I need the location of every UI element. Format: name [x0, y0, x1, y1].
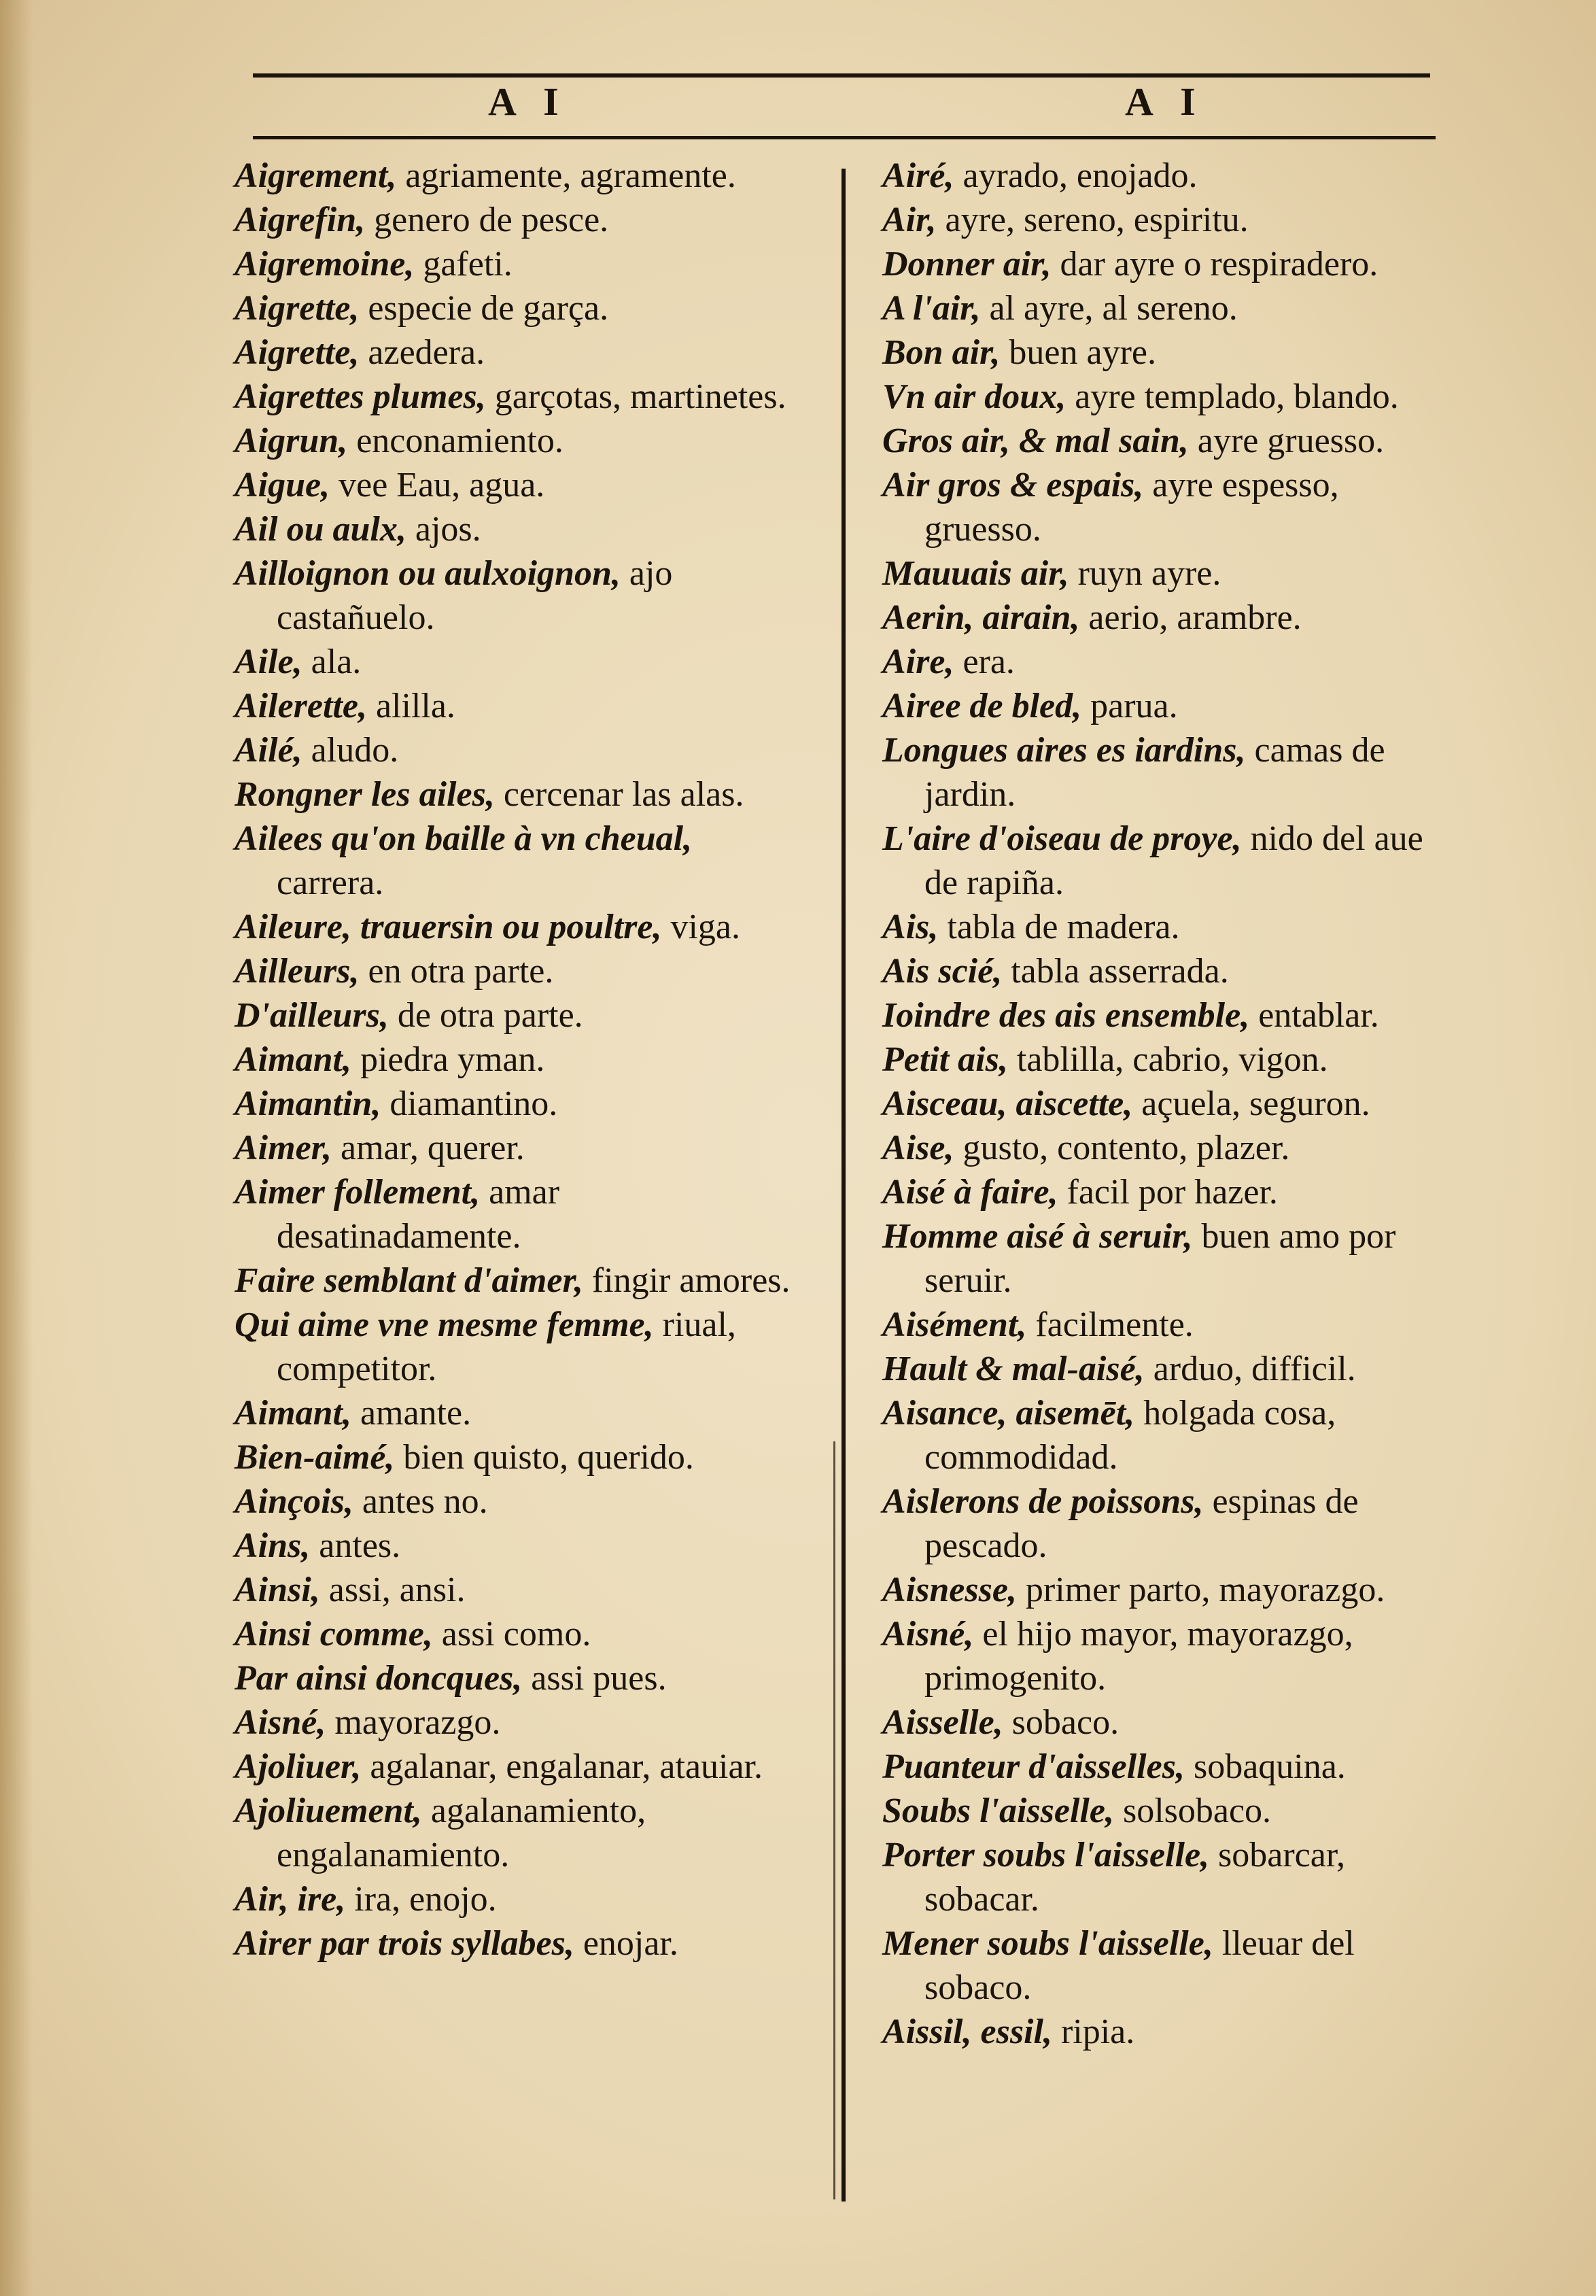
- entry-translation: tabla asserrada.: [1002, 952, 1229, 991]
- dictionary-entry: [235, 949, 805, 993]
- entry-translation: diamantino.: [381, 1084, 558, 1123]
- entry-headword: Par ainsi doncques,: [235, 1659, 523, 1698]
- dictionary-entry: [235, 1921, 805, 1966]
- entry-translation: carrera.: [277, 863, 384, 902]
- entry-translation: aerio, arambre.: [1079, 598, 1302, 637]
- entry-translation: el hijo mayor, mayorazgo, primogenito.: [924, 1615, 1353, 1698]
- entry-translation: enojar.: [574, 1924, 678, 1963]
- entry-headword: Aisément,: [882, 1305, 1027, 1344]
- entry-headword: Ajoliuer,: [235, 1747, 362, 1786]
- entry-headword: Air, ire,: [235, 1880, 346, 1919]
- entry-translation: buen amo por seruir.: [924, 1217, 1396, 1300]
- dictionary-entry: [235, 375, 805, 419]
- dictionary-entry: [235, 154, 805, 198]
- dictionary-entry: [235, 507, 805, 551]
- entry-headword: Aimant,: [235, 1394, 351, 1433]
- entry-headword: Aislerons de poissons,: [882, 1482, 1204, 1521]
- entry-translation: espinas de pescado.: [924, 1482, 1359, 1565]
- entry-translation: al ayre, al sereno.: [980, 289, 1238, 328]
- binding-shadow: [0, 0, 33, 2296]
- entry-headword: Ioindre des ais ensemble,: [882, 996, 1250, 1035]
- dictionary-entry: [235, 993, 805, 1038]
- entry-headword: Ainçois,: [235, 1482, 353, 1521]
- entry-headword: Ais scié,: [882, 952, 1003, 991]
- entry-translation: parua.: [1081, 687, 1178, 725]
- dictionary-entry: [882, 1700, 1453, 1745]
- entry-headword: Aigue,: [235, 466, 330, 504]
- entry-headword: Donner air,: [882, 245, 1052, 284]
- running-head-right: A I: [1125, 80, 1205, 124]
- entry-translation: dar ayre o respiradero.: [1051, 245, 1378, 284]
- dictionary-entry: [235, 242, 805, 286]
- entry-translation: agalanamiento, engalanamiento.: [277, 1792, 646, 1874]
- entry-headword: Aile,: [235, 642, 302, 681]
- entry-headword: Ail ou aulx,: [235, 510, 406, 549]
- entry-translation: açuela, seguron.: [1132, 1084, 1370, 1123]
- entry-headword: Ais,: [882, 908, 939, 946]
- entry-headword: D'ailleurs,: [235, 996, 389, 1035]
- dictionary-entry: [882, 1789, 1453, 1833]
- entry-translation: camas de jardin.: [924, 731, 1385, 814]
- entry-headword: Aimer,: [235, 1129, 332, 1167]
- dictionary-entry: [235, 1303, 805, 1391]
- entry-translation: vee Eau, agua.: [330, 466, 545, 504]
- entry-translation: holgada cosa, commodidad.: [924, 1394, 1336, 1477]
- entry-headword: Mener soubs l'aisselle,: [882, 1924, 1213, 1963]
- entry-headword: Qui aime vne mesme femme,: [235, 1305, 654, 1344]
- entry-headword: Ailees qu'on baille à vn cheual,: [235, 819, 693, 858]
- entry-headword: Porter soubs l'aisselle,: [882, 1836, 1210, 1874]
- entry-translation: primer parto, mayorazgo.: [1016, 1571, 1385, 1609]
- dictionary-entry: [235, 1038, 805, 1082]
- header-rule: [253, 136, 1436, 139]
- column-divider-secondary: [833, 1441, 835, 2199]
- entry-translation: tablilla, cabrio, vigon.: [1007, 1040, 1328, 1079]
- entry-headword: Aimer follement,: [235, 1173, 481, 1212]
- entry-headword: Airee de bled,: [882, 687, 1082, 725]
- dictionary-entry: [882, 1126, 1453, 1170]
- entry-translation: gafeti.: [414, 245, 513, 284]
- dictionary-entry: [882, 1038, 1453, 1082]
- dictionary-entry: [882, 949, 1453, 993]
- dictionary-entry: [235, 1877, 805, 1921]
- entry-translation: agriamente, agramente.: [396, 156, 736, 195]
- entry-translation: era.: [954, 642, 1015, 681]
- entry-headword: Aerin, airain,: [882, 598, 1080, 637]
- dictionary-entry: [882, 375, 1453, 419]
- dictionary-entry: [882, 1612, 1453, 1700]
- entry-headword: Aigrun,: [235, 422, 348, 460]
- dictionary-entry: [235, 330, 805, 375]
- dictionary-entry: [882, 1833, 1453, 1921]
- dictionary-entry: [235, 684, 805, 728]
- dictionary-entry: [882, 2010, 1453, 2054]
- entry-translation: antes no.: [353, 1482, 488, 1521]
- dictionary-entry: [235, 286, 805, 330]
- entry-translation: enconamiento.: [347, 422, 563, 460]
- entry-translation: sobarcar, sobacar.: [924, 1836, 1346, 1919]
- dictionary-entry: [882, 1568, 1453, 1612]
- entry-headword: Aimantin,: [235, 1084, 381, 1123]
- entry-headword: Aisceau, aiscette,: [882, 1084, 1133, 1123]
- dictionary-entry: [882, 1745, 1453, 1789]
- entry-translation: aludo.: [302, 731, 399, 770]
- entry-headword: Aimant,: [235, 1040, 351, 1079]
- entry-headword: Ailleurs,: [235, 952, 360, 991]
- entry-headword: Ailé,: [235, 731, 302, 770]
- entry-headword: Ainsi,: [235, 1571, 320, 1609]
- dictionary-entry: [882, 1479, 1453, 1568]
- entry-headword: Aigremoine,: [235, 245, 415, 284]
- entry-translation: ayre gruesso.: [1188, 422, 1385, 460]
- dictionary-entry: [235, 772, 805, 817]
- entry-translation: ajos.: [406, 510, 481, 549]
- entry-translation: en otra parte.: [359, 952, 554, 991]
- entry-headword: Ains,: [235, 1526, 311, 1565]
- dictionary-entry: [882, 198, 1453, 242]
- entry-translation: cercenar las alas.: [494, 775, 744, 814]
- dictionary-entry: [235, 1170, 805, 1258]
- dictionary-entry: [235, 640, 805, 684]
- dictionary-entry: [882, 1170, 1453, 1214]
- left-column: [235, 154, 805, 1966]
- dictionary-entry: [235, 1612, 805, 1656]
- dictionary-entry: [235, 1656, 805, 1700]
- entry-translation: buen ayre.: [1000, 333, 1156, 372]
- dictionary-entry: [235, 463, 805, 507]
- entry-headword: Ajoliuement,: [235, 1792, 422, 1830]
- dictionary-entry: [882, 551, 1453, 596]
- entry-translation: solsobaco.: [1113, 1792, 1272, 1830]
- dictionary-entry: [882, 640, 1453, 684]
- entry-translation: amar, querer.: [332, 1129, 525, 1167]
- dictionary-entry: [235, 1479, 805, 1524]
- dictionary-entry: [235, 1745, 805, 1789]
- entry-translation: antes.: [310, 1526, 401, 1565]
- dictionary-entry: [235, 1700, 805, 1745]
- entry-headword: Hault & mal-aisé,: [882, 1350, 1145, 1388]
- entry-headword: Bon air,: [882, 333, 1001, 372]
- entry-headword: Aise,: [882, 1129, 954, 1167]
- entry-headword: Bien-aimé,: [235, 1438, 395, 1477]
- entry-headword: Ailerette,: [235, 687, 367, 725]
- entry-translation: lleuar del sobaco.: [924, 1924, 1355, 2007]
- dictionary-entry: [235, 419, 805, 463]
- entry-translation: mayorazgo.: [326, 1703, 501, 1742]
- entry-headword: L'aire d'oiseau de proye,: [882, 819, 1242, 858]
- dictionary-entry: [882, 728, 1453, 817]
- entry-translation: bien quisto, querido.: [394, 1438, 694, 1477]
- entry-headword: Soubs l'aisselle,: [882, 1792, 1114, 1830]
- entry-translation: ira, enojo.: [345, 1880, 497, 1919]
- entry-translation: ala.: [302, 642, 362, 681]
- dictionary-entry: [235, 1435, 805, 1479]
- dictionary-entry: [882, 330, 1453, 375]
- entry-headword: Aisé à faire,: [882, 1173, 1058, 1212]
- entry-headword: Aigrette,: [235, 333, 360, 372]
- dictionary-entry: [235, 1391, 805, 1435]
- entry-headword: Aisné,: [882, 1615, 974, 1654]
- entry-translation: genero de pesce.: [365, 201, 609, 239]
- dictionary-entry: [235, 198, 805, 242]
- dictionary-entry: [882, 1391, 1453, 1479]
- entry-headword: Aigrement,: [235, 156, 397, 195]
- entry-translation: alilla.: [366, 687, 455, 725]
- entry-headword: Aissil, essil,: [882, 2012, 1052, 2051]
- entry-headword: Aisselle,: [882, 1703, 1003, 1742]
- entry-headword: Ailloignon ou aulxoignon,: [235, 554, 621, 593]
- top-rule: [253, 73, 1430, 78]
- dictionary-entry: [882, 1303, 1453, 1347]
- entry-headword: Aigrettes plumes,: [235, 377, 486, 416]
- entry-headword: Faire semblant d'aimer,: [235, 1261, 583, 1300]
- entry-translation: garçotas, martinetes.: [485, 377, 786, 416]
- entry-translation: sobaco.: [1003, 1703, 1120, 1742]
- dictionary-entry: [235, 1126, 805, 1170]
- entry-translation: ayrado, enojado.: [954, 156, 1198, 195]
- dictionary-entry: [235, 728, 805, 772]
- dictionary-entry: [882, 684, 1453, 728]
- dictionary-entry: [882, 905, 1453, 949]
- entry-translation: facil por hazer.: [1058, 1173, 1278, 1212]
- dictionary-entry: [882, 1082, 1453, 1126]
- entry-translation: assi pues.: [522, 1659, 667, 1698]
- entry-translation: arduo, difficil.: [1144, 1350, 1356, 1388]
- dictionary-entry: [882, 1921, 1453, 2010]
- dictionary-entry: [882, 154, 1453, 198]
- entry-translation: riual, competitor.: [277, 1305, 736, 1388]
- dictionary-entry: [882, 817, 1453, 905]
- entry-headword: Rongner les ailes,: [235, 775, 495, 814]
- dictionary-entry: [882, 419, 1453, 463]
- dictionary-entry: [882, 1347, 1453, 1391]
- entry-translation: tabla de madera.: [938, 908, 1180, 946]
- entry-translation: azedera.: [359, 333, 485, 372]
- entry-translation: sobaquina.: [1184, 1747, 1346, 1786]
- entry-headword: Mauuais air,: [882, 554, 1069, 593]
- dictionary-entry: [235, 817, 805, 905]
- entry-headword: Air gros & espais,: [882, 466, 1144, 504]
- entry-translation: piedra yman.: [351, 1040, 545, 1079]
- entry-headword: Aileure, trauersin ou poultre,: [235, 908, 662, 946]
- entry-headword: A l'air,: [882, 289, 981, 328]
- entry-headword: Airer par trois syllabes,: [235, 1924, 574, 1963]
- dictionary-entry: [235, 1524, 805, 1568]
- dictionary-entry: [235, 905, 805, 949]
- entry-translation: ayre, sereno, espiritu.: [936, 201, 1249, 239]
- dictionary-entry: [235, 1568, 805, 1612]
- running-head-left: A I: [488, 80, 568, 124]
- entry-translation: agalanar, engalanar, atauiar.: [361, 1747, 763, 1786]
- entry-headword: Longues aires es iardins,: [882, 731, 1246, 770]
- entry-headword: Ainsi comme,: [235, 1615, 433, 1654]
- entry-headword: Puanteur d'aisselles,: [882, 1747, 1185, 1786]
- entry-translation: fingir amores.: [583, 1261, 791, 1300]
- entry-headword: Gros air, & mal sain,: [882, 422, 1189, 460]
- entry-translation: de otra parte.: [388, 996, 583, 1035]
- entry-translation: ayre templado, blando.: [1066, 377, 1399, 416]
- dictionary-entry: [235, 1082, 805, 1126]
- entry-translation: ayre espesso, gruesso.: [924, 466, 1339, 549]
- dictionary-entry: [235, 551, 805, 640]
- entry-translation: assi como.: [432, 1615, 591, 1654]
- entry-translation: nido del aue de rapiña.: [924, 819, 1423, 902]
- dictionary-entry: [882, 1214, 1453, 1303]
- entry-headword: Aigrette,: [235, 289, 360, 328]
- dictionary-entry: [882, 596, 1453, 640]
- entry-translation: assi, ansi.: [319, 1571, 466, 1609]
- entry-headword: Homme aisé à seruir,: [882, 1217, 1193, 1256]
- dictionary-entry: [882, 286, 1453, 330]
- entry-headword: Aigrefin,: [235, 201, 366, 239]
- entry-headword: Airé,: [882, 156, 954, 195]
- entry-headword: Vn air doux,: [882, 377, 1066, 416]
- entry-translation: gusto, contento, plazer.: [954, 1129, 1290, 1167]
- dictionary-entry: [882, 993, 1453, 1038]
- entry-headword: Air,: [882, 201, 937, 239]
- entry-headword: Aire,: [882, 642, 954, 681]
- entry-headword: Aisnesse,: [882, 1571, 1017, 1609]
- entry-translation: especie de garça.: [359, 289, 609, 328]
- entry-translation: ruyn ayre.: [1069, 554, 1221, 593]
- entry-translation: viga.: [661, 908, 740, 946]
- entry-headword: Aisné,: [235, 1703, 326, 1742]
- entry-translation: ripia.: [1052, 2012, 1135, 2051]
- entry-headword: Petit ais,: [882, 1040, 1008, 1079]
- dictionary-entry: [235, 1789, 805, 1877]
- dictionary-entry: [882, 242, 1453, 286]
- entry-translation: ajo castañuelo.: [277, 554, 673, 637]
- right-column: [882, 154, 1453, 2054]
- entry-translation: facilmente.: [1026, 1305, 1194, 1344]
- entry-translation: amante.: [351, 1394, 472, 1433]
- dictionary-entry: [882, 463, 1453, 551]
- column-divider: [842, 169, 846, 2201]
- entry-translation: entablar.: [1249, 996, 1379, 1035]
- entry-headword: Aisance, aisemēt,: [882, 1394, 1135, 1433]
- entry-translation: amar desatinadamente.: [277, 1173, 560, 1256]
- dictionary-entry: [235, 1258, 805, 1303]
